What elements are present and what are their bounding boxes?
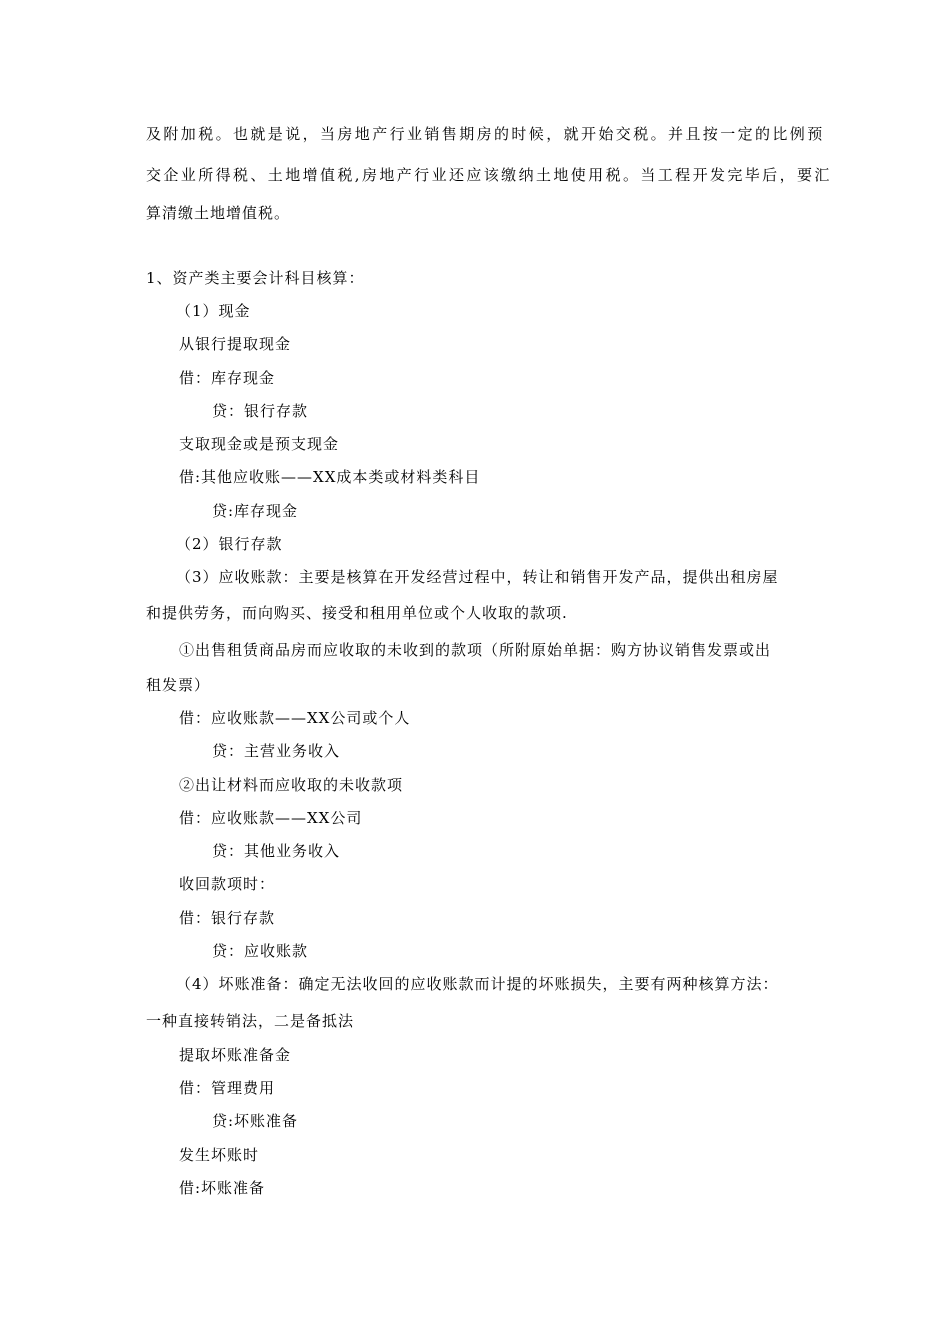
paragraph-line-2: 交企业所得税、土地增值税,房地产行业还应该缴纳土地使用税。当工程开发完毕后，要汇	[146, 166, 832, 184]
cash-advance-desc: 支取现金或是预支现金	[179, 435, 340, 453]
receivable-collect-desc: 收回款项时：	[179, 875, 276, 893]
cash-withdraw-debit: 借：库存现金	[179, 369, 276, 387]
receivable-collect-credit: 贷：应收账款	[212, 942, 309, 960]
section-heading: 1、资产类主要会计科目核算：	[146, 269, 365, 287]
receivable-title-line-1: （3）应收账款：主要是核算在开发经营过程中，转让和销售开发产品，提供出租房屋	[176, 568, 779, 586]
paragraph-line-3: 算清缴土地增值税。	[146, 204, 291, 222]
bad-debt-occur-desc: 发生坏账时	[179, 1146, 260, 1164]
bad-debt-title-line-1: （4）坏账准备：确定无法收回的应收账款而计提的坏账损失，主要有两种核算方法：	[176, 975, 779, 993]
cash-advance-credit: 贷:库存现金	[212, 502, 299, 520]
receivable-title-line-2: 和提供劳务，而向购买、接受和租用单位或个人收取的款项.	[146, 604, 568, 622]
receivable-item2-credit: 贷：其他业务收入	[212, 842, 341, 860]
cash-title: （1）现金	[176, 302, 251, 320]
receivable-item1-line-1: ①出售租赁商品房而应收取的未收到的款项（所附原始单据：购方协议销售发票或出	[179, 641, 772, 659]
cash-withdraw-credit: 贷：银行存款	[212, 402, 309, 420]
bad-debt-provision-desc: 提取坏账准备金	[179, 1046, 292, 1064]
receivable-item1-line-2: 租发票）	[146, 676, 211, 694]
receivable-item1-debit: 借：应收账款——XX公司或个人	[179, 709, 411, 727]
receivable-item2-debit: 借：应收账款——XX公司	[179, 809, 363, 827]
receivable-collect-debit: 借：银行存款	[179, 909, 276, 927]
bank-title: （2）银行存款	[176, 535, 283, 553]
paragraph-line-1: 及附加税。也就是说，当房地产行业销售期房的时候，就开始交税。并且按一定的比例预	[146, 125, 825, 143]
bad-debt-title-line-2: 一种直接转销法，二是备抵法	[146, 1012, 355, 1030]
cash-advance-debit: 借:其他应收账——XX成本类或材料类科目	[179, 468, 481, 486]
receivable-item2-desc: ②出让材料而应收取的未收款项	[179, 776, 404, 794]
bad-debt-occur-debit: 借:坏账准备	[179, 1179, 266, 1197]
receivable-item1-credit: 贷：主营业务收入	[212, 742, 341, 760]
cash-withdraw-desc: 从银行提取现金	[179, 335, 292, 353]
bad-debt-provision-credit: 贷:坏账准备	[212, 1112, 299, 1130]
bad-debt-provision-debit: 借：管理费用	[179, 1079, 276, 1097]
